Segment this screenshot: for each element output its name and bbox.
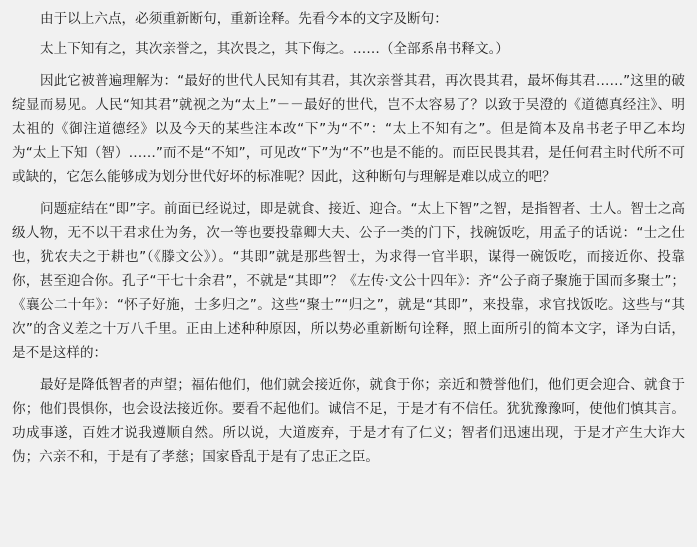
paragraph-quote: 太上下知有之，其次亲誉之，其次畏之，其下侮之。……（全部系帛书释文。） [40,41,509,57]
paragraph-gap [12,61,685,69]
paragraph-analysis: 因此它被普遍理解为：“最好的世代人民知有其君，其次亲誉其君，再次畏其君，最坏侮其君……”这里的破绽显而易见。人民“知其君”就视之为“太上”－－最好的世代，岂不太容易了？以致于吴澄的《道德真经注》、明太祖的《御注道德经》以及今天的某些注本改“下”为“不”：“太上不知有之”。但是简本及帛书老子甲乙本均为“太上下知（智）……”而不是“不知”，可见改“下”为“不”也是不能的。而臣民畏其君，是任何君主时代所不可或缺的，它怎么能够成为划分世代好坏的标准呢？因此，这种断句与理解是难以成立的吧？ [12,73,685,185]
paragraph-gap [12,365,685,373]
paragraph-gap [12,189,685,197]
paragraph-translation: 最好是降低智者的声望；福佑他们，他们就会接近你，就食于你；亲近和赞誉他们，他们更会迎合、就食于你；他们畏惧你，也会设法接近你。要看不起他们。诚信不足，于是才有不信任。犹犹豫豫呵，使他们慎其言。功成事遂，百姓才说我遵顺自然。所以说，大道废弃，于是才有了仁义；智者们迅速出现，于是才产生大诈大伪；六亲不和，于是有了孝慈；国家昏乱于是有了忠正之臣。 [12,377,685,465]
paragraph-problem: 问题症结在“即”字。前面已经说过，即是就食、接近、迎合。“太上下智”之智，是指智者、士人。智士之高级人物，无不以干君求仕为务，次一等也要投靠卿大夫、公子一类的门下，找碗饭吃，用孟子的话说：“士之仕也，犹农夫之于耕也”（《滕文公》）。“其即”就是那些智士，为求得一官半职，谋得一碗饭吃，而接近你、投靠你，甚至迎合你。孔子“干七十余君”，不就是“其即”？《左传·文公十四年》：齐“公子商子聚施于国而多聚士”；《襄公二十年》：“怀子好施，士多归之”。这些“聚士”“归之”，就是“其即”，来投靠，求官找饭吃。这些与“其次”的含义差之十万八千里。正由上述种种原因，所以势必重新断句诠释，照上面所引的简本文字，译为白话，是不是这样的： [12,201,685,361]
paragraph-intro: 由于以上六点，必须重新断句，重新诠释。先看今本的文字及断句： [40,11,448,27]
